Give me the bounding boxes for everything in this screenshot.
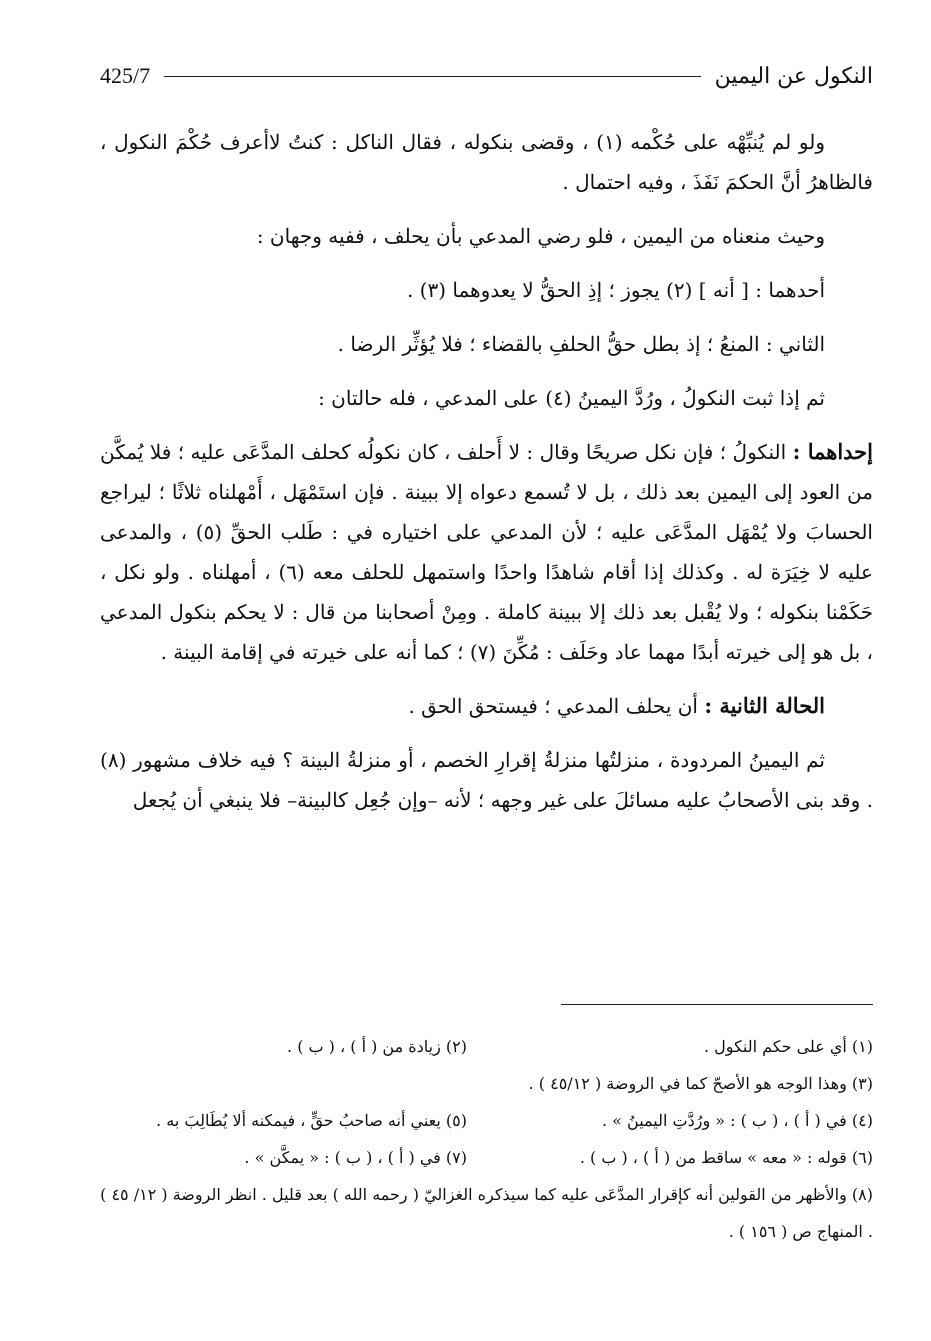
paragraph-4: الثاني : المنعُ ؛ إذ بطل حقُّ الحلفِ بالقضاء ؛ فلا يُؤثِّر الرضا . [337,332,825,356]
footnote-8: (٨) والأظهر من القولين أنه كإقرار المدَّعَى عليه كما سيذكره الغزاليّ ( رحمه الله ) بعد قليل . انظر الروضة ( ١٢/ ٤٥ ) . المنهاج ص ( ١٥٦ ) . [100,1185,873,1241]
paragraph-3: أحدهما : [ أنه ] (٢) يجوز ؛ إذِ الحقُّ لا يعدوهما (٣) . [406,278,825,302]
paragraph-7-lead: الحالة الثانية : [704,693,825,718]
header-rule [164,76,701,77]
footnote-3: (٣) وهذا الوجه هو الأصحّ كما في الروضة ( ٤٥/١٢ ) . [528,1074,873,1093]
footnote-6: (٦) قوله : « معه » ساقط من ( أ ) ، ( ب ) . [579,1148,873,1167]
paragraph-1: ولو لم يُنبِّهْه على حُكْمه (١) ، وقضى بنكوله ، فقال الناكل : كنتُ لاأعرف حُكْمَ النكول ، فالظاهرُ أنَّ الحكمَ نَفَذَ ، وفيه احتمال . [100,130,873,194]
main-text [100,122,873,820]
footnote-7: (٧) في ( أ ) ، ( ب ) : « يمكَّن » . [244,1148,467,1167]
page-number: 425/7 [100,63,151,88]
paragraph-7-text: أن يحلف المدعي ؛ فيستحق الحق . [408,694,705,718]
footnote-row [100,1139,873,1176]
footnote-row [100,1102,873,1139]
running-header [100,56,873,96]
footnote-row [100,1065,873,1102]
paragraph-6 [100,432,873,672]
paragraph-5: ثم إذا ثبت النكولُ ، ورُدَّ اليمينُ (٤) على المدعي ، فله حالتان : [318,386,825,410]
footnote-4: (٤) في ( أ ) ، ( ب ) : « ورُدَّتِ اليمينُ » . [601,1111,873,1130]
footnote-1: (١) أي على حكم النكول . [704,1037,873,1056]
footnote-row [100,1028,873,1065]
running-title: النكول عن اليمين [714,63,873,89]
footnotes [100,1028,873,1250]
footnote-2: (٢) زيادة من ( أ ) ، ( ب ) . [287,1037,467,1056]
paragraph-7 [100,686,873,726]
footnote-5: (٥) يعني أنه صاحبُ حقٍّ ، فيمكنه ألا يُطَالِبَ به . [156,1111,467,1130]
paragraph-2: وحيث منعناه من اليمين ، فلو رضي المدعي بأن يحلف ، ففيه وجهان : [256,224,825,248]
paragraph-6-lead: إحداهما : [792,439,873,464]
paragraph-6-text: النكولُ ؛ فإن نكل صريحًا وقال : لا أَحلف ، كان نكولُه كحلف المدَّعَى عليه ؛ فلا يُمكَّن من العود إلى اليمين بعد ذلك ، بل لا تُسمع دعواه إلا ببينة . فإن استَمْهَل ، أَمْهلناه ثلاثًا ؛ ليراجع الحسابَ ولا يُمْهَل المدَّعَى عليه ؛ لأن المدعي على اختياره في : طَلب الحقِّ (٥) ، والمدعى عليه لا خِيَرَة له . وكذلك إذا أقام شاهدًا واحدًا واستمهل للحلف معه (٦) ، أمهلناه . ولو نكل ، حَكَمْنا بنكوله ؛ ولا يُقْبل بعد ذلك إلا ببينة كاملة . ومِنْ أصحابنا من قال : لا يحكم بنكول المدعي ، بل هو إلى خيرته أبدًا مهما عاد وحَلَف : مُكِّنَ (٧) ؛ كما أنه على خيرته في إقامة البينة . [100,440,873,664]
paragraph-8: ثم اليمينُ المردودة ، منزلتُها منزلةُ إقرارِ الخصم ، أو منزلةُ البينة ؟ فيه خلاف مشهور (٨) . وقد بنى الأصحابُ عليه مسائلَ على غير وجهه ؛ لأنه –وإن جُعِل كالبينة– فلا ينبغي أن يُجعل [100,748,873,812]
footnote-separator [561,1004,873,1005]
